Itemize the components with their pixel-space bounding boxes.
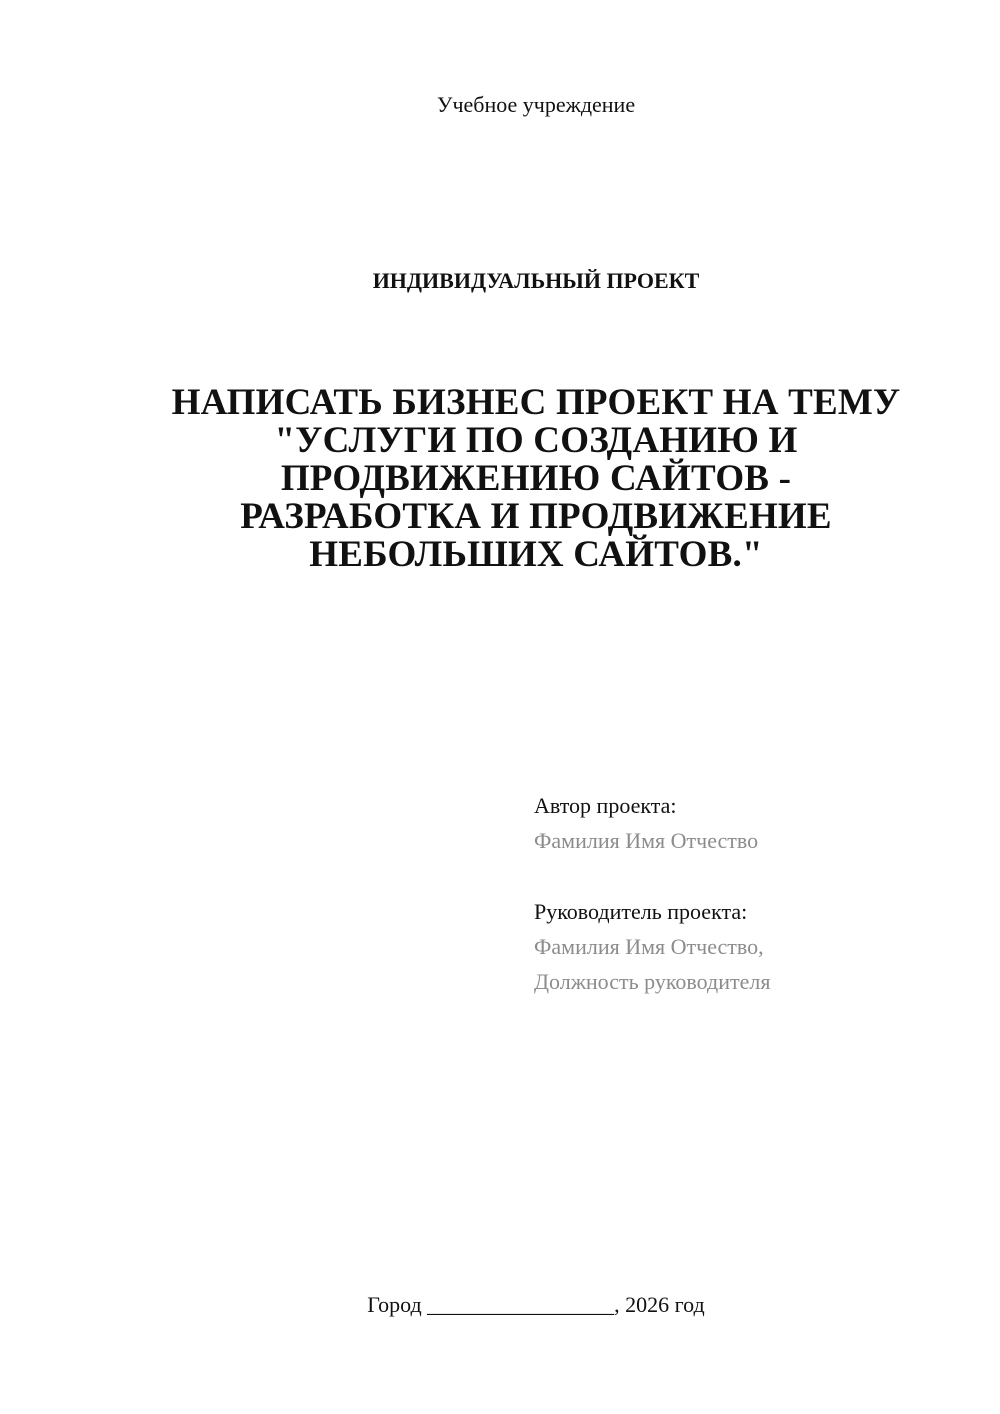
document-type-heading: ИНДИВИДУАЛЬНЫЙ ПРОЕКТ [372, 268, 700, 293]
project-credits [534, 788, 974, 999]
topic-line-3: ПРОДВИЖЕНИЮ САЙТОВ - [280, 458, 792, 499]
supervisor-label: Руководитель проекта: [534, 899, 748, 924]
author-name: Фамилия Имя Отчество [534, 828, 759, 853]
supervisor-name: Фамилия Имя Отчество, [534, 934, 764, 959]
topic-line-4: РАЗРАБОТКА И ПРОДВИЖЕНИЕ [240, 496, 832, 537]
city-year-footer: Город _________________, 2026 год [367, 1292, 705, 1317]
topic-line-1: НАПИСАТЬ БИЗНЕС ПРОЕКТ НА ТЕМУ [171, 382, 901, 423]
author-label: Автор проекта: [534, 793, 677, 818]
topic-line-5: НЕБОЛЬШИХ САЙТОВ." [309, 534, 763, 575]
institution-name: Учебное учреждение [436, 92, 636, 117]
credits-spacer [534, 858, 974, 894]
supervisor-position: Должность руководителя [534, 969, 771, 994]
project-topic-title [150, 384, 922, 574]
topic-line-2: "УСЛУГИ ПО СОЗДАНИЮ И [274, 420, 798, 461]
